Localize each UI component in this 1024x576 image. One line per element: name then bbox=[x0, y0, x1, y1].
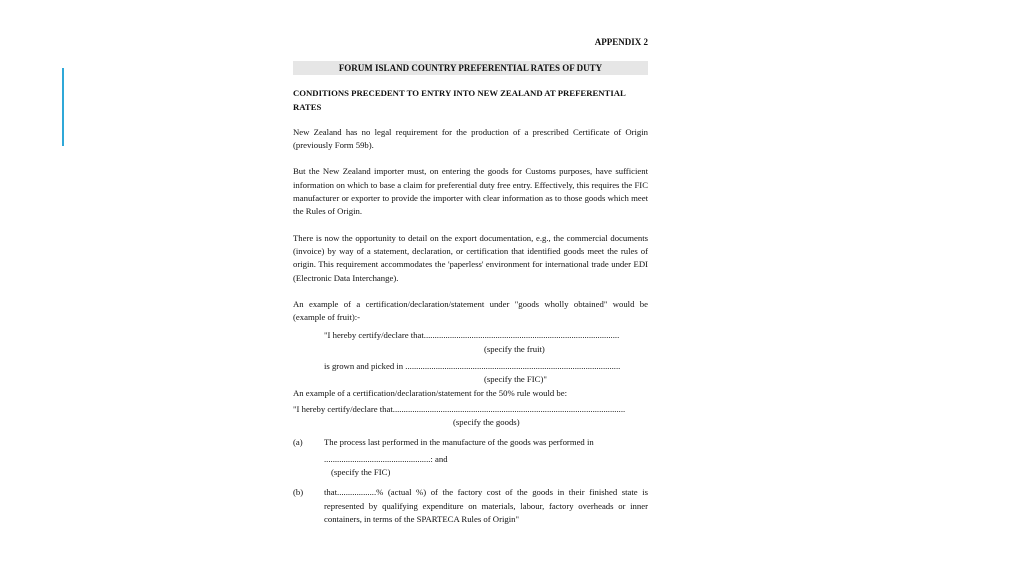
caption-specify-fruit: (specify the fruit) bbox=[484, 343, 545, 354]
item-a-text: The process last performed in the manufacture of the goods was performed in bbox=[324, 436, 594, 447]
section-heading: CONDITIONS PRECEDENT TO ENTRY INTO NEW ZEALAND AT PREFERENTIAL RATES bbox=[293, 88, 626, 112]
paragraph-legal-requirement: New Zealand has no legal requirement for the production of a prescribed Certificate of Origin (previously Form 59b). bbox=[293, 126, 648, 151]
accent-line bbox=[62, 68, 64, 146]
caption-specify-fic: (specify the FIC)" bbox=[484, 374, 547, 385]
appendix-label: APPENDIX 2 bbox=[594, 37, 648, 47]
item-a bbox=[293, 436, 648, 449]
certify-line-goods: "I hereby certify/declare that........................................................................................................... bbox=[293, 403, 626, 414]
item-a-caption: (specify the FIC) bbox=[331, 467, 391, 478]
item-b-text: that..................% (actual %) of the factory cost of the goods in their finished state is represented by qualifying expenditure on materials, labour, factory overheads or inner containers, in terms of the SPARTECA Rules of Origin" bbox=[324, 487, 648, 525]
paragraph-export-documentation: There is now the opportunity to detail on the export documentation, e.g., the commercial documents (invoice) by way of a statement, declaration, or certification that identified goods meet the rules of origin. This requirement accommodates the 'paperless' environment for international trade under EDI (Electronic Data Interchange). bbox=[293, 232, 648, 283]
item-a-fill: .................................................: and bbox=[324, 453, 448, 464]
grown-line: is grown and picked in ................................................................................................... bbox=[324, 361, 621, 372]
caption-specify-goods: (specify the goods) bbox=[453, 417, 520, 428]
document-page bbox=[293, 36, 648, 526]
example-fruit bbox=[293, 329, 648, 386]
example-50-intro: An example of a certification/declaration/statement for the 50% rule would be: bbox=[293, 387, 568, 398]
paragraph-importer: But the New Zealand importer must, on entering the goods for Customs purposes, have sufficient information on which to base a claim for preferential duty free entry. Effectively, this requires the FIC manufacturer or exporter to provide the importer with clear information as to those goods which meet the Rules of Origin. bbox=[293, 166, 648, 217]
certify-line-fruit: "I hereby certify/declare that.......................................................................................... bbox=[324, 330, 620, 341]
item-a-label: (a) bbox=[293, 436, 303, 447]
paragraph-example-intro: An example of a certification/declaration/statement under "goods wholly obtained" would be (example of fruit):- bbox=[293, 298, 648, 323]
document-title: FORUM ISLAND COUNTRY PREFERENTIAL RATES OF DUTY bbox=[293, 61, 648, 75]
item-b-label: (b) bbox=[293, 487, 304, 498]
item-b bbox=[293, 486, 648, 526]
